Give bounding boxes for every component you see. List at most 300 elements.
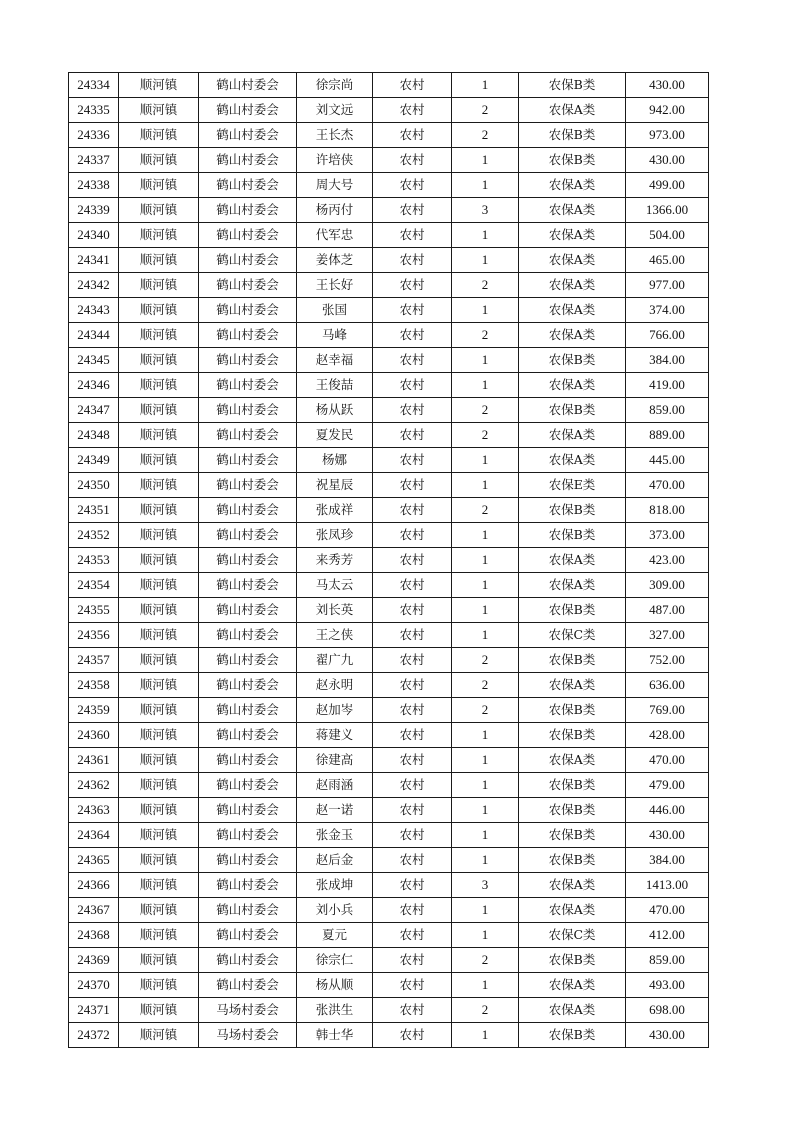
member-count-cell: 2 xyxy=(452,98,519,123)
household-type-cell: 农村 xyxy=(373,598,452,623)
table-row xyxy=(69,773,709,798)
amount-cell: 423.00 xyxy=(626,548,709,573)
village-cell: 鹤山村委会 xyxy=(199,848,297,873)
table-body xyxy=(69,73,709,1048)
town-cell: 顺河镇 xyxy=(119,998,199,1023)
village-cell: 鹤山村委会 xyxy=(199,723,297,748)
household-type-cell: 农村 xyxy=(373,898,452,923)
village-cell: 鹤山村委会 xyxy=(199,923,297,948)
town-cell: 顺河镇 xyxy=(119,798,199,823)
member-count-cell: 1 xyxy=(452,923,519,948)
amount-cell: 977.00 xyxy=(626,273,709,298)
row-id-cell: 24363 xyxy=(69,798,119,823)
name-cell: 马太云 xyxy=(297,573,373,598)
household-type-cell: 农村 xyxy=(373,273,452,298)
household-type-cell: 农村 xyxy=(373,748,452,773)
village-cell: 鹤山村委会 xyxy=(199,698,297,723)
household-type-cell: 农村 xyxy=(373,573,452,598)
category-cell: 农保B类 xyxy=(519,523,626,548)
table-row xyxy=(69,823,709,848)
name-cell: 王俊喆 xyxy=(297,373,373,398)
town-cell: 顺河镇 xyxy=(119,273,199,298)
row-id-cell: 24362 xyxy=(69,773,119,798)
amount-cell: 470.00 xyxy=(626,748,709,773)
town-cell: 顺河镇 xyxy=(119,398,199,423)
member-count-cell: 1 xyxy=(452,1023,519,1048)
name-cell: 张洪生 xyxy=(297,998,373,1023)
row-id-cell: 24343 xyxy=(69,298,119,323)
village-cell: 鹤山村委会 xyxy=(199,948,297,973)
category-cell: 农保A类 xyxy=(519,573,626,598)
amount-cell: 487.00 xyxy=(626,598,709,623)
village-cell: 鹤山村委会 xyxy=(199,498,297,523)
household-type-cell: 农村 xyxy=(373,73,452,98)
household-type-cell: 农村 xyxy=(373,473,452,498)
category-cell: 农保B类 xyxy=(519,848,626,873)
village-cell: 鹤山村委会 xyxy=(199,73,297,98)
household-type-cell: 农村 xyxy=(373,673,452,698)
amount-cell: 942.00 xyxy=(626,98,709,123)
town-cell: 顺河镇 xyxy=(119,673,199,698)
category-cell: 农保B类 xyxy=(519,698,626,723)
category-cell: 农保A类 xyxy=(519,98,626,123)
member-count-cell: 1 xyxy=(452,748,519,773)
member-count-cell: 2 xyxy=(452,323,519,348)
household-type-cell: 农村 xyxy=(373,648,452,673)
household-type-cell: 农村 xyxy=(373,798,452,823)
village-cell: 鹤山村委会 xyxy=(199,448,297,473)
name-cell: 张凤珍 xyxy=(297,523,373,548)
town-cell: 顺河镇 xyxy=(119,523,199,548)
member-count-cell: 1 xyxy=(452,373,519,398)
member-count-cell: 3 xyxy=(452,198,519,223)
village-cell: 鹤山村委会 xyxy=(199,573,297,598)
category-cell: 农保A类 xyxy=(519,373,626,398)
amount-cell: 327.00 xyxy=(626,623,709,648)
table-row xyxy=(69,323,709,348)
village-cell: 鹤山村委会 xyxy=(199,323,297,348)
town-cell: 顺河镇 xyxy=(119,698,199,723)
member-count-cell: 2 xyxy=(452,948,519,973)
member-count-cell: 1 xyxy=(452,848,519,873)
row-id-cell: 24358 xyxy=(69,673,119,698)
member-count-cell: 2 xyxy=(452,398,519,423)
category-cell: 农保B类 xyxy=(519,348,626,373)
category-cell: 农保B类 xyxy=(519,398,626,423)
town-cell: 顺河镇 xyxy=(119,848,199,873)
town-cell: 顺河镇 xyxy=(119,123,199,148)
household-type-cell: 农村 xyxy=(373,848,452,873)
table-row xyxy=(69,173,709,198)
member-count-cell: 2 xyxy=(452,273,519,298)
name-cell: 徐建高 xyxy=(297,748,373,773)
table-row xyxy=(69,898,709,923)
name-cell: 翟广九 xyxy=(297,648,373,673)
household-type-cell: 农村 xyxy=(373,223,452,248)
name-cell: 杨从顺 xyxy=(297,973,373,998)
name-cell: 王长好 xyxy=(297,273,373,298)
amount-cell: 373.00 xyxy=(626,523,709,548)
town-cell: 顺河镇 xyxy=(119,73,199,98)
name-cell: 赵后金 xyxy=(297,848,373,873)
member-count-cell: 1 xyxy=(452,573,519,598)
name-cell: 祝星辰 xyxy=(297,473,373,498)
category-cell: 农保B类 xyxy=(519,148,626,173)
amount-cell: 1366.00 xyxy=(626,198,709,223)
row-id-cell: 24341 xyxy=(69,248,119,273)
household-type-cell: 农村 xyxy=(373,973,452,998)
table-row xyxy=(69,923,709,948)
amount-cell: 698.00 xyxy=(626,998,709,1023)
amount-cell: 504.00 xyxy=(626,223,709,248)
amount-cell: 859.00 xyxy=(626,398,709,423)
town-cell: 顺河镇 xyxy=(119,948,199,973)
household-type-cell: 农村 xyxy=(373,998,452,1023)
town-cell: 顺河镇 xyxy=(119,298,199,323)
category-cell: 农保C类 xyxy=(519,923,626,948)
amount-cell: 412.00 xyxy=(626,923,709,948)
amount-cell: 766.00 xyxy=(626,323,709,348)
amount-cell: 889.00 xyxy=(626,423,709,448)
village-cell: 鹤山村委会 xyxy=(199,773,297,798)
amount-cell: 384.00 xyxy=(626,848,709,873)
row-id-cell: 24354 xyxy=(69,573,119,598)
table-row xyxy=(69,873,709,898)
row-id-cell: 24370 xyxy=(69,973,119,998)
category-cell: 农保A类 xyxy=(519,198,626,223)
category-cell: 农保A类 xyxy=(519,323,626,348)
household-type-cell: 农村 xyxy=(373,123,452,148)
row-id-cell: 24361 xyxy=(69,748,119,773)
member-count-cell: 1 xyxy=(452,298,519,323)
village-cell: 鹤山村委会 xyxy=(199,673,297,698)
member-count-cell: 2 xyxy=(452,673,519,698)
table-row xyxy=(69,198,709,223)
village-cell: 鹤山村委会 xyxy=(199,173,297,198)
town-cell: 顺河镇 xyxy=(119,973,199,998)
category-cell: 农保B类 xyxy=(519,498,626,523)
household-type-cell: 农村 xyxy=(373,523,452,548)
table-row xyxy=(69,973,709,998)
row-id-cell: 24347 xyxy=(69,398,119,423)
category-cell: 农保A类 xyxy=(519,973,626,998)
town-cell: 顺河镇 xyxy=(119,198,199,223)
village-cell: 鹤山村委会 xyxy=(199,198,297,223)
table-row xyxy=(69,498,709,523)
name-cell: 赵雨涵 xyxy=(297,773,373,798)
village-cell: 鹤山村委会 xyxy=(199,223,297,248)
household-type-cell: 农村 xyxy=(373,1023,452,1048)
town-cell: 顺河镇 xyxy=(119,773,199,798)
member-count-cell: 1 xyxy=(452,723,519,748)
member-count-cell: 3 xyxy=(452,873,519,898)
row-id-cell: 24338 xyxy=(69,173,119,198)
town-cell: 顺河镇 xyxy=(119,448,199,473)
category-cell: 农保C类 xyxy=(519,623,626,648)
town-cell: 顺河镇 xyxy=(119,598,199,623)
name-cell: 代军忠 xyxy=(297,223,373,248)
household-type-cell: 农村 xyxy=(373,948,452,973)
household-type-cell: 农村 xyxy=(373,173,452,198)
village-cell: 鹤山村委会 xyxy=(199,298,297,323)
member-count-cell: 1 xyxy=(452,773,519,798)
name-cell: 张国 xyxy=(297,298,373,323)
town-cell: 顺河镇 xyxy=(119,748,199,773)
town-cell: 顺河镇 xyxy=(119,423,199,448)
town-cell: 顺河镇 xyxy=(119,148,199,173)
village-cell: 鹤山村委会 xyxy=(199,823,297,848)
member-count-cell: 2 xyxy=(452,123,519,148)
category-cell: 农保A类 xyxy=(519,748,626,773)
category-cell: 农保A类 xyxy=(519,873,626,898)
amount-cell: 430.00 xyxy=(626,148,709,173)
name-cell: 杨娜 xyxy=(297,448,373,473)
village-cell: 鹤山村委会 xyxy=(199,898,297,923)
town-cell: 顺河镇 xyxy=(119,623,199,648)
household-type-cell: 农村 xyxy=(373,448,452,473)
household-type-cell: 农村 xyxy=(373,148,452,173)
row-id-cell: 24346 xyxy=(69,373,119,398)
row-id-cell: 24352 xyxy=(69,523,119,548)
name-cell: 刘长英 xyxy=(297,598,373,623)
household-type-cell: 农村 xyxy=(373,823,452,848)
category-cell: 农保B类 xyxy=(519,648,626,673)
category-cell: 农保A类 xyxy=(519,998,626,1023)
category-cell: 农保B类 xyxy=(519,598,626,623)
amount-cell: 493.00 xyxy=(626,973,709,998)
row-id-cell: 24353 xyxy=(69,548,119,573)
table-row xyxy=(69,223,709,248)
name-cell: 杨从跃 xyxy=(297,398,373,423)
village-cell: 鹤山村委会 xyxy=(199,623,297,648)
row-id-cell: 24348 xyxy=(69,423,119,448)
allowance-table xyxy=(68,72,709,1048)
member-count-cell: 2 xyxy=(452,423,519,448)
village-cell: 鹤山村委会 xyxy=(199,648,297,673)
member-count-cell: 1 xyxy=(452,823,519,848)
amount-cell: 769.00 xyxy=(626,698,709,723)
town-cell: 顺河镇 xyxy=(119,723,199,748)
category-cell: 农保B类 xyxy=(519,723,626,748)
table-row xyxy=(69,423,709,448)
row-id-cell: 24364 xyxy=(69,823,119,848)
town-cell: 顺河镇 xyxy=(119,248,199,273)
table-row xyxy=(69,273,709,298)
name-cell: 刘文远 xyxy=(297,98,373,123)
name-cell: 蒋建义 xyxy=(297,723,373,748)
amount-cell: 973.00 xyxy=(626,123,709,148)
member-count-cell: 1 xyxy=(452,598,519,623)
amount-cell: 446.00 xyxy=(626,798,709,823)
amount-cell: 374.00 xyxy=(626,298,709,323)
name-cell: 姜体芝 xyxy=(297,248,373,273)
household-type-cell: 农村 xyxy=(373,398,452,423)
member-count-cell: 1 xyxy=(452,548,519,573)
category-cell: 农保A类 xyxy=(519,548,626,573)
row-id-cell: 24368 xyxy=(69,923,119,948)
row-id-cell: 24356 xyxy=(69,623,119,648)
name-cell: 张成祥 xyxy=(297,498,373,523)
table-row xyxy=(69,798,709,823)
row-id-cell: 24336 xyxy=(69,123,119,148)
name-cell: 来秀芳 xyxy=(297,548,373,573)
category-cell: 农保B类 xyxy=(519,823,626,848)
category-cell: 农保B类 xyxy=(519,948,626,973)
town-cell: 顺河镇 xyxy=(119,648,199,673)
table-row xyxy=(69,1023,709,1048)
town-cell: 顺河镇 xyxy=(119,498,199,523)
row-id-cell: 24344 xyxy=(69,323,119,348)
household-type-cell: 农村 xyxy=(373,623,452,648)
member-count-cell: 1 xyxy=(452,523,519,548)
table-row xyxy=(69,598,709,623)
category-cell: 农保B类 xyxy=(519,773,626,798)
household-type-cell: 农村 xyxy=(373,248,452,273)
household-type-cell: 农村 xyxy=(373,698,452,723)
row-id-cell: 24355 xyxy=(69,598,119,623)
household-type-cell: 农村 xyxy=(373,773,452,798)
row-id-cell: 24369 xyxy=(69,948,119,973)
name-cell: 赵幸福 xyxy=(297,348,373,373)
member-count-cell: 1 xyxy=(452,798,519,823)
village-cell: 鹤山村委会 xyxy=(199,748,297,773)
household-type-cell: 农村 xyxy=(373,498,452,523)
table-row xyxy=(69,348,709,373)
village-cell: 鹤山村委会 xyxy=(199,523,297,548)
row-id-cell: 24365 xyxy=(69,848,119,873)
household-type-cell: 农村 xyxy=(373,723,452,748)
category-cell: 农保E类 xyxy=(519,473,626,498)
row-id-cell: 24342 xyxy=(69,273,119,298)
table-row xyxy=(69,298,709,323)
village-cell: 鹤山村委会 xyxy=(199,248,297,273)
town-cell: 顺河镇 xyxy=(119,323,199,348)
name-cell: 杨丙付 xyxy=(297,198,373,223)
row-id-cell: 24345 xyxy=(69,348,119,373)
village-cell: 鹤山村委会 xyxy=(199,548,297,573)
name-cell: 赵一诺 xyxy=(297,798,373,823)
category-cell: 农保A类 xyxy=(519,898,626,923)
amount-cell: 499.00 xyxy=(626,173,709,198)
category-cell: 农保A类 xyxy=(519,248,626,273)
member-count-cell: 1 xyxy=(452,73,519,98)
row-id-cell: 24359 xyxy=(69,698,119,723)
amount-cell: 470.00 xyxy=(626,898,709,923)
table-row xyxy=(69,248,709,273)
town-cell: 顺河镇 xyxy=(119,348,199,373)
member-count-cell: 2 xyxy=(452,498,519,523)
table-row xyxy=(69,748,709,773)
village-cell: 马场村委会 xyxy=(199,998,297,1023)
category-cell: 农保A类 xyxy=(519,423,626,448)
household-type-cell: 农村 xyxy=(373,298,452,323)
member-count-cell: 2 xyxy=(452,698,519,723)
village-cell: 马场村委会 xyxy=(199,1023,297,1048)
amount-cell: 428.00 xyxy=(626,723,709,748)
category-cell: 农保A类 xyxy=(519,298,626,323)
table-row xyxy=(69,673,709,698)
category-cell: 农保B类 xyxy=(519,123,626,148)
town-cell: 顺河镇 xyxy=(119,873,199,898)
amount-cell: 752.00 xyxy=(626,648,709,673)
row-id-cell: 24335 xyxy=(69,98,119,123)
category-cell: 农保B类 xyxy=(519,798,626,823)
member-count-cell: 1 xyxy=(452,173,519,198)
table-row xyxy=(69,73,709,98)
town-cell: 顺河镇 xyxy=(119,923,199,948)
name-cell: 韩士华 xyxy=(297,1023,373,1048)
table-row xyxy=(69,373,709,398)
name-cell: 马峰 xyxy=(297,323,373,348)
amount-cell: 479.00 xyxy=(626,773,709,798)
household-type-cell: 农村 xyxy=(373,423,452,448)
town-cell: 顺河镇 xyxy=(119,548,199,573)
town-cell: 顺河镇 xyxy=(119,223,199,248)
member-count-cell: 1 xyxy=(452,973,519,998)
table-row xyxy=(69,398,709,423)
household-type-cell: 农村 xyxy=(373,373,452,398)
member-count-cell: 1 xyxy=(452,223,519,248)
category-cell: 农保B类 xyxy=(519,73,626,98)
village-cell: 鹤山村委会 xyxy=(199,873,297,898)
table-row xyxy=(69,848,709,873)
row-id-cell: 24366 xyxy=(69,873,119,898)
category-cell: 农保A类 xyxy=(519,173,626,198)
table-row xyxy=(69,473,709,498)
village-cell: 鹤山村委会 xyxy=(199,798,297,823)
name-cell: 徐宗仁 xyxy=(297,948,373,973)
name-cell: 张成坤 xyxy=(297,873,373,898)
row-id-cell: 24371 xyxy=(69,998,119,1023)
town-cell: 顺河镇 xyxy=(119,573,199,598)
category-cell: 农保A类 xyxy=(519,673,626,698)
row-id-cell: 24339 xyxy=(69,198,119,223)
name-cell: 周大号 xyxy=(297,173,373,198)
household-type-cell: 农村 xyxy=(373,348,452,373)
member-count-cell: 2 xyxy=(452,998,519,1023)
table-row xyxy=(69,648,709,673)
row-id-cell: 24367 xyxy=(69,898,119,923)
amount-cell: 384.00 xyxy=(626,348,709,373)
amount-cell: 465.00 xyxy=(626,248,709,273)
amount-cell: 859.00 xyxy=(626,948,709,973)
amount-cell: 636.00 xyxy=(626,673,709,698)
row-id-cell: 24360 xyxy=(69,723,119,748)
table-row xyxy=(69,698,709,723)
amount-cell: 430.00 xyxy=(626,823,709,848)
amount-cell: 818.00 xyxy=(626,498,709,523)
table-row xyxy=(69,448,709,473)
household-type-cell: 农村 xyxy=(373,923,452,948)
row-id-cell: 24337 xyxy=(69,148,119,173)
row-id-cell: 24350 xyxy=(69,473,119,498)
member-count-cell: 1 xyxy=(452,898,519,923)
village-cell: 鹤山村委会 xyxy=(199,423,297,448)
table-row xyxy=(69,998,709,1023)
household-type-cell: 农村 xyxy=(373,548,452,573)
row-id-cell: 24357 xyxy=(69,648,119,673)
name-cell: 许培侠 xyxy=(297,148,373,173)
village-cell: 鹤山村委会 xyxy=(199,473,297,498)
table-row xyxy=(69,723,709,748)
town-cell: 顺河镇 xyxy=(119,823,199,848)
name-cell: 夏发民 xyxy=(297,423,373,448)
village-cell: 鹤山村委会 xyxy=(199,123,297,148)
table-row xyxy=(69,548,709,573)
household-type-cell: 农村 xyxy=(373,873,452,898)
household-type-cell: 农村 xyxy=(373,323,452,348)
row-id-cell: 24372 xyxy=(69,1023,119,1048)
